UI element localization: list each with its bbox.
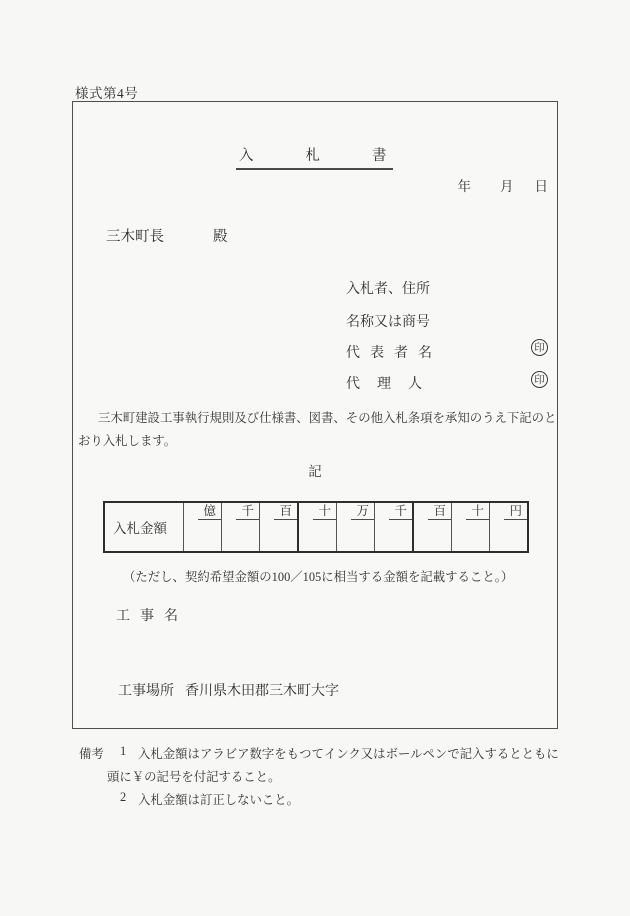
bidder-address-label: 入札者、住所 [346,282,430,297]
representative-name-label: 代表者名 [346,346,442,361]
digit-place-label: 十 [313,504,336,520]
digit-place-label: 億 [198,504,221,520]
page-title: 入札書 [236,144,393,170]
digit-place-label: 千 [389,504,412,520]
digit-place-label: 百 [274,504,297,520]
agent-label: 代理人 [346,377,439,392]
form-number: 様式第4号 [75,86,139,101]
amount-digit-cell-hyaku2 [412,503,451,551]
amount-instruction-note: （ただし、契約希望金額の100／105に相当する金額を記載すること。） [123,570,514,584]
digit-place-label: 十 [466,504,489,520]
digit-place-label: 百 [428,504,451,520]
location-gap [174,680,185,700]
date-year-label: 年 [457,179,471,194]
remark-2-number: 2 [120,790,127,804]
amount-row-label: 入札金額 [113,521,167,536]
remark-1-text-line2: 頭に￥の記号を付記すること。 [107,770,281,784]
remark-1-text-line1: 入札金額はアラビア数字をもつてインク又はボールペンで記入するとともに [138,747,559,761]
remark-1-number: 1 [120,744,127,758]
date-line [458,175,549,195]
amount-digit-cell-sen2 [374,503,412,551]
addressee-name: 三木町長 [106,229,164,245]
amount-digit-cell-hyaku1 [259,503,297,551]
form-border-box [72,101,558,729]
date-month-label: 月 [500,179,514,194]
bid-amount-table [103,501,529,553]
remark-2-text: 入札金額は訂正しないこと。 [138,793,300,807]
remarks-label: 備考 [79,747,104,761]
project-name-label: 工事名 [116,609,188,624]
representative-seal-mark: 印 [531,339,548,356]
digit-place-label: 千 [236,504,259,520]
location-label: 工事場所 [118,684,174,699]
digit-place-label: 円 [504,504,527,520]
amount-digit-cell-oku [183,503,221,551]
digit-place-label: 万 [351,504,374,520]
addressee-honorific: 殿 [213,229,228,245]
amount-digit-cell-man [336,503,374,551]
date-day-label: 日 [534,179,548,194]
location-value: 香川県木田郡三木町大字 [185,684,339,699]
amount-digit-cell-ju1 [297,503,336,551]
addressee-line [106,225,228,246]
declaration-text: 三木町建設工事執行規則及び仕様書、図書、その他入札条項を承知のうえ下記のとおり入札します。 [78,411,557,448]
record-heading: 記 [308,464,322,479]
amount-digit-cell-ju2 [451,503,489,551]
amount-digit-cell-en [489,503,527,551]
amount-digit-cell-sen1 [221,503,259,551]
agent-seal-mark: 印 [531,371,548,388]
bidder-name-label: 名称又は商号 [346,315,430,330]
location-line [118,680,339,700]
